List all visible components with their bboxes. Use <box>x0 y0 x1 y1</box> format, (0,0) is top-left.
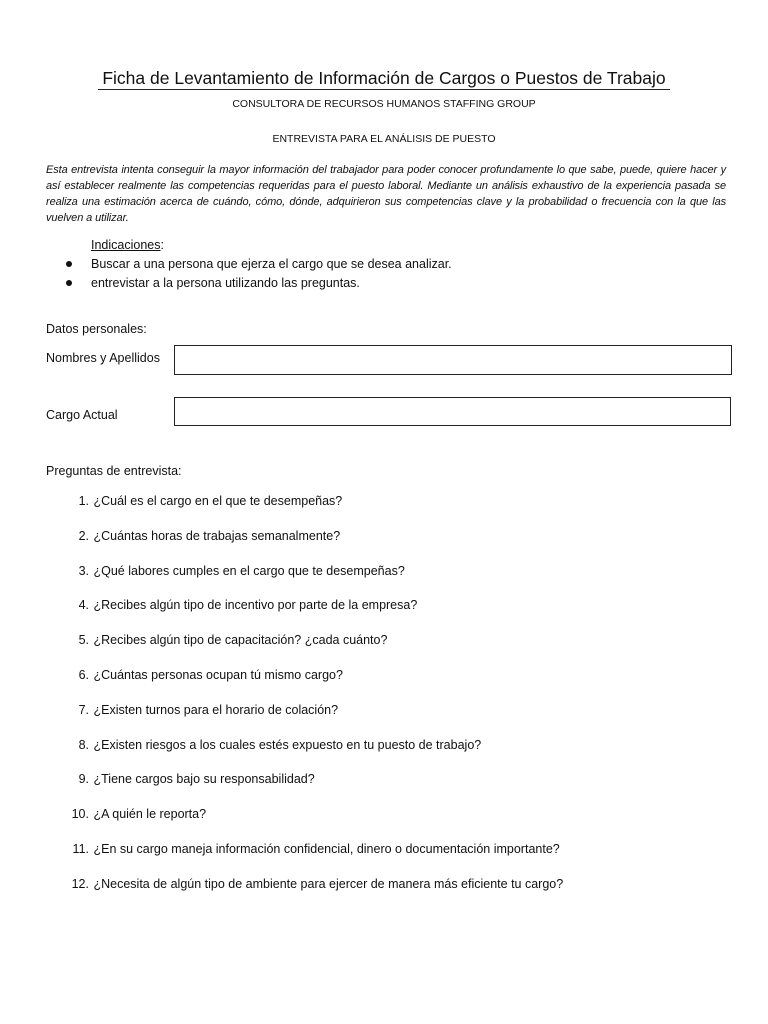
question-number: 2. <box>78 528 89 543</box>
question-item <box>66 876 563 911</box>
question-text: ¿Existen riesgos a los cuales estés expuesto en tu puesto de trabajo? <box>93 737 482 752</box>
question-item <box>66 528 563 563</box>
question-number: 3. <box>78 563 89 578</box>
question-text: ¿A quién le reporta? <box>93 807 207 822</box>
bullet-icon <box>66 261 72 267</box>
question-item <box>66 493 563 528</box>
question-text: ¿Tiene cargos bajo su responsabilidad? <box>93 772 315 787</box>
question-number: 5. <box>78 633 89 648</box>
cargo-actual-label: Cargo Actual <box>46 408 118 422</box>
question-number: 1. <box>78 494 89 508</box>
nombres-label: Nombres y Apellidos <box>46 351 160 365</box>
question-item <box>66 667 563 702</box>
question-text: ¿Recibes algún tipo de capacitación? ¿cada cuánto? <box>93 633 388 648</box>
indicaciones-list <box>66 256 452 294</box>
question-item <box>66 563 563 598</box>
question-text: ¿Cuál es el cargo en el que te desempeñas? <box>93 494 343 508</box>
question-text: ¿Existen turnos para el horario de colación? <box>93 702 339 717</box>
question-number: 10. <box>71 807 89 822</box>
list-item-text: entrevistar a la persona utilizando las preguntas. <box>91 276 360 290</box>
question-text: ¿Cuántas horas de trabajas semanalmente? <box>93 528 341 543</box>
document-subtitle: CONSULTORA DE RECURSOS HUMANOS STAFFING GROUP <box>232 98 536 110</box>
question-item <box>66 771 563 806</box>
indicaciones-colon: : <box>160 238 164 252</box>
question-text: ¿Cuántas personas ocupan tú mismo cargo? <box>93 667 343 682</box>
section-heading: ENTREVISTA PARA EL ANÁLISIS DE PUESTO <box>272 133 496 145</box>
document-title: Ficha de Levantamiento de Información de Cargos o Puestos de Trabajo <box>102 68 666 88</box>
question-number: 7. <box>78 702 89 717</box>
list-item <box>66 256 452 275</box>
question-number: 11. <box>72 841 89 856</box>
question-text: ¿Qué labores cumples en el cargo que te desempeñas? <box>93 563 405 578</box>
question-text: ¿Necesita de algún tipo de ambiente para ejercer de manera más eficiente tu cargo? <box>93 876 564 891</box>
question-item <box>66 597 563 632</box>
indicaciones-heading <box>91 237 164 253</box>
question-item <box>66 632 563 667</box>
question-number: 6. <box>78 667 89 682</box>
question-number: 4. <box>78 598 89 613</box>
question-number: 12. <box>71 876 89 891</box>
question-number: 8. <box>78 737 89 752</box>
questions-list <box>66 493 563 911</box>
nombres-field[interactable] <box>174 345 732 375</box>
cargo-actual-field[interactable] <box>174 397 731 426</box>
preguntas-heading: Preguntas de entrevista: <box>46 464 182 478</box>
intro-paragraph: Esta entrevista intenta conseguir la mayor información del trabajador para poder conocer profundamente lo que sabe, puede, quiere hacer y así establecer realmente las competencias requeridas para el puesto laboral. Mediante un análisis exhaustivo de la experiencia pasada se realiza una estimación acerca de cuándo, cómo, dónde, adquirieron sus competencias clave y la probabilidad o frecuencia con la que las vuelven a utilizar. <box>46 164 726 224</box>
bullet-icon <box>66 280 72 286</box>
question-text: ¿En su cargo maneja información confidencial, dinero o documentación importante? <box>93 841 560 856</box>
title-underline <box>98 89 670 90</box>
question-item <box>66 806 563 841</box>
question-item <box>66 841 563 876</box>
question-item <box>66 702 563 737</box>
list-item <box>66 275 452 294</box>
question-number: 9. <box>78 772 89 787</box>
question-item <box>66 737 563 772</box>
datos-personales-heading: Datos personales: <box>46 322 147 336</box>
indicaciones-title: Indicaciones <box>91 238 161 252</box>
list-item-text: Buscar a una persona que ejerza el cargo que se desea analizar. <box>91 257 452 271</box>
question-text: ¿Recibes algún tipo de incentivo por parte de la empresa? <box>93 598 418 613</box>
